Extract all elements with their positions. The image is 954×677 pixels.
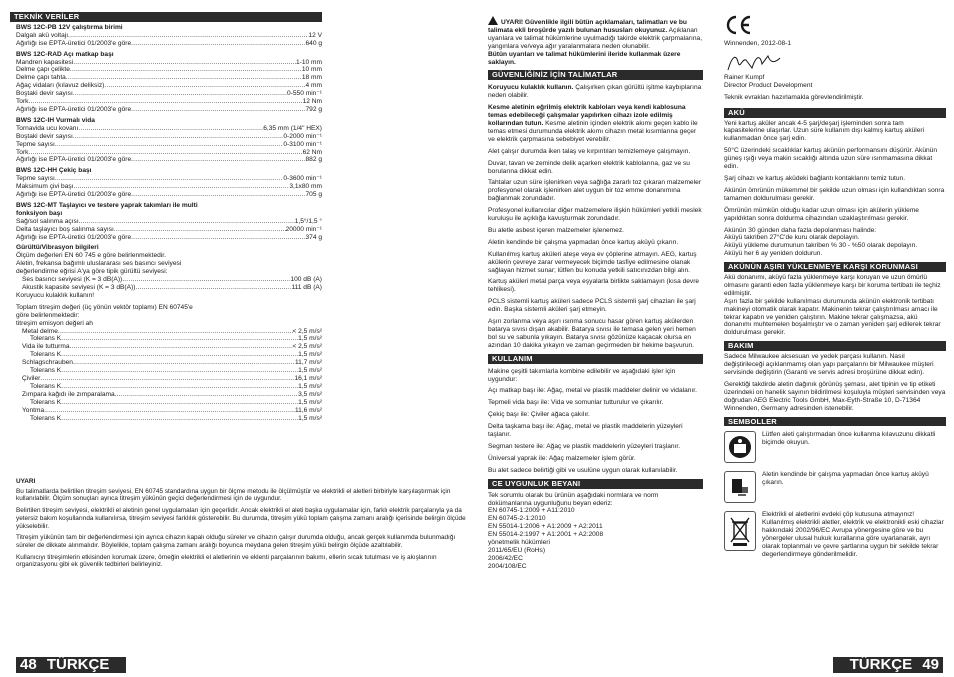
- mt-title: BWS 12C-MT Taşlayıcı ve testere yaprak takımları ile multi fonksiyon başı: [16, 201, 198, 217]
- ce-lines: [488, 492, 703, 571]
- uyari-paragraphs: [16, 488, 466, 569]
- use-paragraph: Bu alet sadece belirtiği gibi ve usulüne uygun olarak kullanılabilir.: [488, 466, 678, 474]
- use-paragraph: Üniversal yaprak ile: Ağaç malzemeler işlem görür.: [488, 454, 636, 462]
- leader-dots: [79, 218, 295, 226]
- leader-dots: [61, 383, 298, 391]
- ce-line: Tek sorumlu olarak bu ürünün aşağıdaki normlara ve norm dokümanlarına uygunluğunu beyan ederiz:: [488, 491, 659, 507]
- bakim-paragraph: Sadece Milwaukee aksesuarı ve yedek parçası kullanın. Nasıl değiştirileceği açıklanmamış olan yapı parçalarını bir Milwaukee müşteri servisinde değiştirin (Garanti ve servis adresi broşürüne dikkat edin).: [724, 353, 934, 376]
- vibration-line: göre belirlenmektedir:: [16, 311, 80, 319]
- place-date: Winnenden, 2012-08-1: [724, 40, 792, 47]
- spec-value: 16,1 m/s²: [294, 374, 322, 382]
- spec-value: 6,35 mm (1/4" HEX): [263, 124, 322, 132]
- noise-line: Aletin, frekansa bağımlı uluslararası ses basıncı seviyesi: [16, 260, 182, 268]
- aku-paragraph: Ömrünün mümkün olduğu kadar uzun olması için akülerin yükleme yapıldıktan sonra doldurma cihazından uzaklaştırılması gerekir.: [724, 206, 919, 222]
- spec-label: Ağırlığı ise EPTA-üretici 01/2003'e göre: [16, 39, 132, 47]
- leader-dots: [55, 175, 283, 183]
- symbol-read-manual: [724, 431, 946, 463]
- column-middle: [488, 16, 703, 571]
- spec-label: Çiviler: [22, 374, 41, 382]
- spec-row: [16, 328, 322, 336]
- spec-label: Schlagschrauben: [22, 359, 73, 367]
- spec-label: Tolerans K: [30, 398, 62, 406]
- spec-row: [16, 141, 322, 149]
- safety-paragraph: Kullanılmış kartuş aküleri ateşe veya ev çöplerine atmayın. AEG, kartuş akülerin çevreye zarar vermeyecek biçimde tasfiye edilmesine olanak sağlayan hizmet sunar; lütfen bu konuda yetkili satıcınızdan bilgi alın.: [488, 250, 697, 274]
- leader-dots: [61, 399, 298, 407]
- column-right: [724, 14, 946, 567]
- footer-right: [833, 657, 943, 673]
- leader-dots: [135, 284, 291, 292]
- warning-triangle-icon: [488, 16, 498, 25]
- leader-dots: [131, 234, 305, 242]
- crossed-bin-icon: [724, 511, 756, 551]
- spec-value: 3,1x80 mm: [289, 183, 322, 191]
- spec-row: [16, 66, 322, 74]
- technical-data-column: [10, 12, 322, 422]
- leader-dots: [131, 156, 305, 164]
- spec-value: 11,6 m/s²: [295, 406, 322, 414]
- spec-row: [16, 367, 322, 375]
- leader-dots: [74, 183, 290, 191]
- use-paragraph: Makine çeşitli takımlarla kombine edilebilir ve aşağıdaki işler için uygundur:: [488, 367, 676, 383]
- spec-label: Tolerans K: [30, 414, 62, 422]
- spec-value: 1,5 m/s²: [298, 351, 322, 359]
- spec-row: [16, 351, 322, 359]
- spec-value: 882 g: [305, 156, 322, 164]
- spec-row: [16, 98, 322, 106]
- spec-label: Dalgalı akü voltajı: [16, 31, 69, 39]
- warning-keep: Bütün uyarıları ve talimat hükümlerini ileride kullanmak üzere saklayın.: [488, 50, 681, 66]
- spec-value: 1,5 m/s²: [298, 335, 322, 343]
- spec-label: Tepme sayısı: [16, 140, 55, 148]
- pb-title: BWS 12C-PB 12V çalıştırma birimi: [16, 23, 123, 31]
- ce-mark-icon: [724, 14, 946, 40]
- rad-spec-list: [16, 59, 322, 114]
- technical-data-header: TEKNİK VERİLER: [10, 12, 322, 22]
- spec-value: 3,5 m/s²: [298, 390, 322, 398]
- ce-line: 2004/108/EC: [488, 562, 527, 570]
- ih-title: BWS 12C-IH Vurmalı vida: [16, 116, 95, 124]
- safety-ear-bold: Koruyucu kulaklık kullanın.: [488, 84, 574, 92]
- spec-value: 1,5 m/s²: [298, 398, 322, 406]
- spec-row: [16, 156, 322, 164]
- spec-row: [16, 40, 322, 48]
- uyari-paragraph: Titreşim yükünün tam bir değerlendirmesi için ayrıca cihazın kapalı olduğu süreler ve cihazın çalışır durumda olduğu, ancak gerçek kullanımda bulunmadığı süreler de dikkate alınmalıdır. Böylelikle, toplam çalışma zamanı aralığı boyunca meydana gelen titreşim yükü belirgin ölçüde azaltılabilir.: [16, 534, 456, 549]
- spec-value: 705 g: [305, 191, 322, 199]
- use-paragraph: Tepmeli vida başı ile: Vida ve somunlar tutturulur ve çıkarılır.: [488, 399, 664, 407]
- safety-paragraph: Aşırı zorlanma veya aşırı ısınma sonucu hasar gören kartuş akülerden batarya sıvısı dışarı akabilir. Batarya sıvısı ile temasa gelen yeri hemen bol su ve sabunla yıkayın. Batarya sıvısı gözünüze kaçacak olursa en azından 10 dakika yıkayın ve zaman geçirmeden bir hekime başvurun.: [488, 318, 696, 349]
- leader-dots: [131, 191, 305, 199]
- symbol-remove-battery: [724, 471, 946, 503]
- leader-dots: [73, 59, 296, 67]
- spec-row: [16, 82, 322, 90]
- aku-paragraph: Akünün 30 günden daha fazla depolanması halinde: Aküyü takriben 27°C'de kuru olarak depolayın. Aküyü yükleme durumunun takriben % 30 - %50 olarak depolayın. Aküyü her 6 ay yeniden doldurun.: [724, 226, 918, 258]
- leader-dots: [44, 407, 295, 415]
- spec-value: 10 mm: [301, 66, 322, 74]
- leader-dots: [73, 90, 287, 98]
- spec-value: 4 mm: [305, 82, 322, 90]
- spec-value: 1,5 m/s²: [298, 367, 322, 375]
- safety-paragraphs: [488, 148, 703, 350]
- symbol-remove-battery-text: Aletin kendinde bir çalışma yapmadan önce kartuş aküyü çıkarın.: [762, 471, 929, 487]
- spec-label: Ağaç vidaları (kılavuz deliksiz): [16, 82, 105, 90]
- spec-label: Tolerans K: [30, 351, 62, 359]
- spec-row: [16, 415, 322, 423]
- spec-value: 0-550 min⁻¹: [287, 90, 322, 98]
- safety-cable-bold: Kesme aletinin eğrilmiş elektrik kabloları veya kendi kablosuna temas edebileceği çalışmalar yapılırken cihazı izole edilmiş kollarından tutun.: [488, 104, 686, 127]
- use-header: KULLANIM: [488, 354, 703, 364]
- spec-value: 1-10 mm: [295, 58, 322, 66]
- warning-bold: UYARI! Güvenlikle ilgili bütün açıklamaları, talimatları ve bu talimata ekli broşürde yazılı bulunan hususları okuyunuz.: [488, 19, 687, 34]
- sembol-header: SEMBOLLER: [724, 417, 946, 427]
- spec-label: Delme çapı tahta: [16, 74, 66, 82]
- spec-row: [22, 276, 322, 284]
- use-paragraph: Açı matkap başı ile: Ağaç, metal ve plastik maddeler delinir ve vidalanır.: [488, 387, 697, 395]
- spec-row: [16, 226, 322, 234]
- leader-dots: [61, 415, 298, 423]
- noise-list: [16, 276, 322, 292]
- leader-dots: [68, 32, 308, 40]
- aku-paragraph: Yeni kartuş aküler ancak 4-5 şarj/deşarj işleminden sonra tam kapasitelerine ulaşırlar. Uzun süre kullanım dışı kalmış kartuş aküleri kullanmadan önce şarj edin.: [724, 119, 925, 143]
- leader-dots: [61, 335, 298, 343]
- spec-row: [16, 125, 322, 133]
- spec-label: Maksimum çivi başı: [16, 183, 74, 191]
- symbol-read-manual-text: Lütfen aleti çalıştırmadan önce kullanma kılavuzunu dikkatli biçimde okuyun.: [762, 431, 936, 447]
- uyari-section: [16, 478, 466, 573]
- spec-row: [16, 191, 322, 199]
- spec-label: Tolerans K: [30, 335, 62, 343]
- leader-dots: [55, 141, 283, 149]
- safety-paragraph: Bu aletle asbest içeren malzemeler işlenemez.: [488, 226, 624, 234]
- spec-value: 1,5°/1,5 °: [294, 217, 322, 225]
- spec-label: Metal delme: [22, 327, 58, 335]
- spec-value: 1,5 m/s²: [298, 414, 322, 422]
- spec-label: Boştaki devir sayısı: [16, 90, 73, 98]
- ih-spec-list: [16, 125, 322, 165]
- warning-text: Açıklanan uyarılara ve talimat hükümlerine uyulmadığı takirde elektrik çarpmalarına, yangınlara ve/veya ağır yaralanmalara neden olunabilir.: [488, 26, 703, 50]
- spec-value: 12 Nm: [302, 98, 322, 106]
- spec-value: 792 g: [305, 105, 322, 113]
- page-number: 48: [20, 656, 37, 673]
- leader-dots: [58, 328, 293, 336]
- ce-line: EN 60745-2-1:2010: [488, 515, 546, 523]
- spec-label: Boştaki devir sayısı: [16, 132, 73, 140]
- symbol-weee-text: Elektrikli el aletlerini evdeki çöp kutusuna atmayınız! Kullanılmış elektrikli aletler, elektrik ve elektronikli eski cihazlar hakkındaki 2002/96/EC Avrupa yönergesine göre ve bu yönergeler ulusal hukuk kurallarına göre uyarlanarak, ayrı olarak toplanmalı ve çevre şartlarına uygun bir sekilde tekrar degerlendirmeye gönderilmelidir.: [762, 511, 944, 558]
- spec-label: Delta taşlayıcı boş salınma sayısı: [16, 225, 114, 233]
- safety-paragraph: Duvar, tavan ve zeminde delik açarken elektrik kablolarına, gaz ve su borularına dikkat edin.: [488, 159, 690, 175]
- ce-line: EN 60745-1:2009 + A11:2010: [488, 507, 575, 515]
- signature-icon: [724, 52, 946, 74]
- spec-value: 0-2000 min⁻¹: [283, 132, 322, 140]
- spec-row: [16, 175, 322, 183]
- spec-value: 1,5 m/s²: [298, 382, 322, 390]
- aku-header: AKÜ: [724, 108, 946, 118]
- use-paragraphs: [488, 368, 703, 475]
- ce-line: 2011/65/EU (RoHs): [488, 546, 546, 554]
- spec-row: [16, 399, 322, 407]
- aku-paragraph: Şarj cihazı ve kartuş aküdeki bağlantı kontaklarını temiz tutun.: [724, 174, 906, 182]
- spec-value: 62 Nm: [302, 148, 322, 156]
- leader-dots: [115, 391, 298, 399]
- uyari-paragraph: Bu talimatlarda belirtilen titreşim seviyesi, EN 60745 standardına uygun bir ölçme metodu ile ölçülmüştür ve elektrikli el aletleri birbiriyle karşılaştırmak için kullanılabilir. Ölçüm sonuçları ayrıca titreşim yükünün geçici değerlendirmesi için de uygundur.: [16, 487, 451, 503]
- leader-dots: [78, 125, 263, 133]
- ce-line: 2006/42/EC: [488, 554, 523, 562]
- leader-dots: [73, 359, 295, 367]
- spec-label: Tork: [16, 148, 29, 156]
- safety-header: GÜVENLİĞİNİZ İÇİN TALİMATLAR: [488, 70, 703, 80]
- safety-paragraph: Tahtalar uzun süre işlenirken veya sağlığa zararlı toz çıkaran malzemeler profesyonel olarak işlenirken alet uygun bir toz emme donanımına bağlanmak zorundadır.: [488, 179, 701, 203]
- spec-value: 20000 min⁻¹: [285, 225, 322, 233]
- spec-label: Delme çapı çelikte: [16, 66, 70, 74]
- use-paragraph: Delta taşkama başı ile: Ağaç, metal ve plastik maddelerin yüzeyleri taşlanır.: [488, 423, 683, 439]
- spec-label: Sağ/sol salınma açısı: [16, 217, 79, 225]
- use-paragraph: Segman testere ile: Ağaç ve plastik maddelerin yüzeyleri traşlanır.: [488, 442, 681, 450]
- safety-paragraph: Profesyonel kullanıcılar diğer malzemelere ilişkin hükümleri yetkili meslek kuruluşu ile açıklığa kavuşturmak zorundadır.: [488, 207, 702, 223]
- spec-label: Mandren kapasitesi: [16, 58, 74, 66]
- spec-value: 111 dB (A): [291, 284, 322, 291]
- spec-label: Tolerans K: [30, 382, 62, 390]
- bakim-paragraph: Gerektiği takdirde aletin dağınık görünüş şeması, alet tipinin ve tip etiketi üzerindeki on hanelik sayının bildirilmesi koşuluyla müşteri servisinden veya doğrudan AEG Electric Tools GmbH, Max-Eyth-Straße 10, D-71364 Winnenden, Germany adresinden istenebilir.: [724, 380, 946, 412]
- spec-row: [16, 234, 322, 242]
- aku-paragraph: Akünün ömrünün mükemmel bir şekilde uzun olması için kullandıktan sonra tamamen doldurulması gerekir.: [724, 186, 945, 202]
- spec-row: [16, 183, 322, 191]
- leader-dots: [66, 74, 302, 82]
- vibration-intro: [16, 304, 322, 328]
- rad-title: BWS 12C-RAD Açı matkap başı: [16, 50, 114, 58]
- spec-label: Vida ile tutturma: [22, 343, 70, 351]
- overload-header: AKÜNÜN AŞIRI YÜKLENMEYE KARŞI KORUNMASI: [724, 262, 946, 272]
- leader-dots: [131, 40, 305, 48]
- leader-dots: [70, 66, 302, 74]
- leader-dots: [28, 149, 302, 157]
- use-paragraph: Çekiç başı ile: Çiviler ağaca çakılır.: [488, 411, 590, 419]
- spec-label: Ağırlığı ise EPTA-üretici 01/2003'e göre: [16, 233, 132, 241]
- ce-line: EN 55014-1:2006 + A1:2009 + A2:2011: [488, 523, 603, 531]
- mt-spec-list: [16, 218, 322, 242]
- spec-row: [16, 383, 322, 391]
- spec-row: [16, 391, 322, 399]
- symbol-weee: [724, 511, 946, 558]
- noise-line: Ölçüm değerleri EN 60 745 e göre belirlenmektedir.: [16, 252, 166, 260]
- ce-header: CE UYGUNLUK BEYANI: [488, 479, 703, 489]
- spec-label: Ağırlığı ise EPTA-üretici 01/2003'e göre: [16, 191, 132, 199]
- spec-label: Tolerans K: [30, 367, 62, 375]
- spec-label: Tepme sayısı: [16, 175, 55, 183]
- signer-title: Director Product Development: [724, 81, 813, 89]
- spec-value: 12 V: [308, 31, 322, 39]
- spec-row: [16, 32, 322, 40]
- footer-left: [16, 657, 126, 673]
- spec-row: [16, 59, 322, 67]
- safety-ear-text: Çalışırken çıkan gürültü işitme kaybıplarına neden olabilir.: [488, 84, 702, 100]
- spec-row: [16, 133, 322, 141]
- leader-dots: [61, 367, 298, 375]
- spec-value: 0-3100 min⁻¹: [283, 140, 322, 148]
- spec-label: Ağırlığı ise EPTA-üretici 01/2003'e göre: [16, 156, 132, 164]
- safety-cable: [488, 104, 703, 144]
- page-49: [477, 0, 954, 677]
- spec-row: [16, 407, 322, 415]
- spec-value: 0-3600 min⁻¹: [283, 175, 322, 183]
- leader-dots: [104, 82, 305, 90]
- footer-language: TÜRKÇE: [46, 656, 110, 673]
- spec-value: < 2,5 m/s²: [292, 343, 322, 351]
- spec-label: Tork: [16, 98, 29, 106]
- spec-value: 374 g: [305, 233, 322, 241]
- spec-row: [16, 74, 322, 82]
- page-number: 49: [922, 656, 939, 673]
- leader-dots: [40, 375, 294, 383]
- pb-spec-list: [16, 32, 322, 48]
- spec-label: Tornavida ucu kovanı: [16, 124, 79, 132]
- vibration-line: titreşim emisyon değeri ah: [16, 319, 93, 327]
- overload-text: Akü donanımı, aküyü fazla yüklenmeye karşı koruyan ve uzun ömürlü olmasını garanti eden fazla yüklenmeye karşı bir koruma tertibatı ile teçhiz edilmiştir. Aşırı fazla bir şekilde kullanılması durumunda akünün elektronik tertibatı makineyi otomatik olarak kapatır. Makinenin tekrar çalıştırılması amacı ile tekrar kapatın ve yeniden çalıştırın. Makine tekrar çalışmazsa, akü donanımı muhtemelen boşalmıştır ve o zaman yeniden şarj edilerek tekrar doldurulması gerekir.: [724, 274, 941, 337]
- spec-row: [22, 284, 322, 292]
- aku-paragraph: 50°C üzerindeki sıcaklıklar kartuş akünün performansını düşürür. Akünün güneş ışığı veya makin sıcaklığı altında uzun süre ısınmamasına dikkat edin.: [724, 147, 938, 171]
- vibration-list: [16, 328, 322, 423]
- uyari-paragraph: Kullanıcıyı titreşimlerin etkisinden korumak üzere, örneğin elektrikli el aletlerinin ve eklenti parçalarının bakımı, ellerin sıcak tutulması ve iş akışlarının organizasyonu gibi ek güvenlik tedbirleri belirleyiniz.: [16, 553, 437, 569]
- leader-dots: [70, 343, 293, 351]
- aku-paragraphs: [724, 120, 946, 259]
- bakim-paragraphs: [724, 353, 946, 412]
- leader-dots: [28, 98, 302, 106]
- bakim-header: BAKIM: [724, 341, 946, 351]
- spec-row: [16, 335, 322, 343]
- safety-ear: [488, 84, 703, 100]
- spec-value: < 2,5 m/s²: [292, 327, 322, 335]
- noise-title: Gürültü/Vibrasyon bilgileri: [16, 244, 99, 252]
- spec-value: 11,7 m/s²: [295, 359, 322, 367]
- spec-value: 640 g: [305, 39, 322, 47]
- remove-battery-icon: [724, 471, 756, 503]
- leader-dots: [73, 133, 284, 141]
- spec-value: 18 mm: [301, 74, 322, 82]
- spec-value: 100 dB (A): [290, 276, 322, 284]
- spec-row: [16, 359, 322, 367]
- uyari-paragraph: Belirtilen titreşim seviyesi, elektrikli el aletinin genel uygulamaları için geçerlidir. Ancak elektrikli el aleti başka uygulamalar için, farklı elektrik parçalarıyla ya da yetersiz bakım koşullarında kullanılırsa, titreşim seviyesi farklılık gösterebilir. Bu durumda, titreşim yükü toplam çalışma zamanı aralığı içerisinde belirgin ölçüde yükselebilir.: [16, 507, 466, 530]
- safety-paragraph: Alet çalışır durumda iken talaş ve kırpıntıları temizlemeye çalışmayın.: [488, 147, 691, 155]
- safety-paragraph: Aletin kendinde bir çalışma yapmadan önce kartuş aküyü çıkarın.: [488, 238, 679, 246]
- safety-cable-text: Kesme aletinin içinden elektrik akımı geçen kablo ile temas etmesi durumunda elektrik akımı cihazın metal kısımlarına geçer ve elektrik çarpmasına sebebiyet verebilir.: [488, 119, 698, 143]
- spec-row: [16, 218, 322, 226]
- safety-paragraph: Kartuş aküleri metal parça veya eşyalarla birlikte saklamayın (kısa devre tehlikesi).: [488, 278, 700, 294]
- hh-title: BWS 12C-HH Çekiç başı: [16, 167, 92, 175]
- hh-spec-list: [16, 175, 322, 199]
- spec-row: [16, 343, 322, 351]
- read-manual-icon: [724, 431, 756, 463]
- spec-row: [16, 106, 322, 114]
- spec-label: Akustik kapasite seviyesi (K = 3 dB(A)): [22, 284, 136, 291]
- signer-note: Teknik evrakları hazırlamakla görevlendirilmiştir.: [724, 93, 864, 101]
- uyari-title: UYARI: [16, 478, 36, 485]
- spec-label: Yontma: [22, 406, 45, 414]
- ce-line: yönetmelik hükümleri: [488, 539, 550, 547]
- spec-row: [16, 149, 322, 157]
- spec-row: [16, 90, 322, 98]
- leader-dots: [114, 226, 286, 234]
- ce-line: EN 55014-2:1997 + A1:2001 + A2:2008: [488, 531, 604, 539]
- spec-label: Ses basıncı seviyesi (K = 3 dB(A)): [22, 276, 123, 284]
- spec-label: Ağırlığı ise EPTA-üretici 01/2003'e göre: [16, 105, 132, 113]
- noise-line: değerlendirme eğrisi A'ya göre tipik gürültü seviyesi:: [16, 268, 168, 276]
- noise-intro: [16, 252, 322, 276]
- leader-dots: [61, 351, 298, 359]
- leader-dots: [131, 106, 305, 114]
- leader-dots: [122, 276, 290, 284]
- ear-protection-note: Koruyucu kulaklık kullanın!: [16, 291, 95, 299]
- signer-name: Rainer Kumpf: [724, 73, 765, 81]
- safety-paragraph: PCLS sistemli kartuş aküleri sadece PCLS sistemli şarj cihazları ile şarj edin. Başka sistemli aküleri şarj etmeyin.: [488, 298, 696, 314]
- spec-row: [16, 375, 322, 383]
- spec-label: Zımpara kağıdı ile zımparalama: [22, 390, 115, 398]
- footer-language: TÜRKÇE: [849, 656, 913, 673]
- vibration-line: Toplam titreşim değeri (üç yönün vektör toplamı) EN 60745'e: [16, 303, 193, 311]
- warning-block: [488, 16, 703, 66]
